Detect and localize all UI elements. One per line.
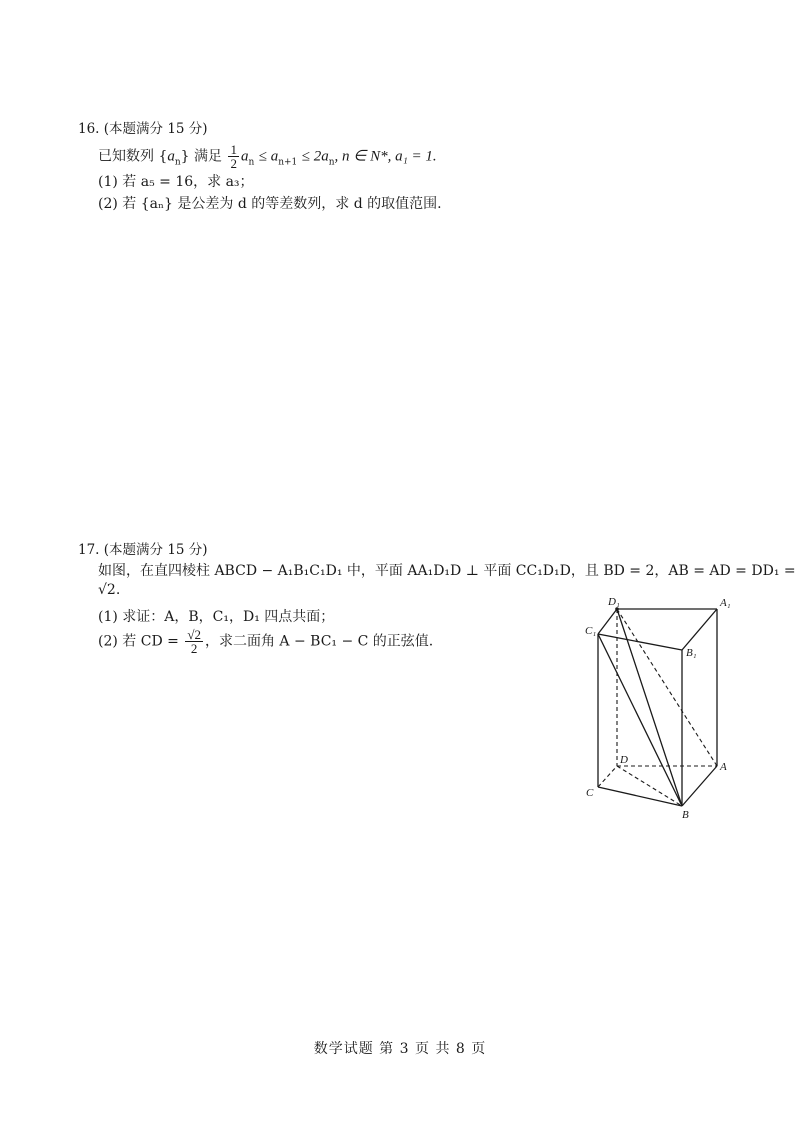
q16-stem-rest: a [240, 148, 249, 165]
q16-stem-end: , n ∈ N*, a₁ = 1. [334, 148, 437, 165]
q17-header: 17. (本题满分 15 分) [78, 542, 208, 558]
q17-stem-line1: 如图，在直四棱柱 ABCD − A₁B₁C₁D₁ 中，平面 AA₁D₁D ⊥ 平面 CC₁D₁D，且 BD = 2，AB = AD = DD₁ = [98, 563, 796, 579]
q16-stem-mid: } 满足 [180, 148, 223, 165]
label-c1: C₁ [585, 625, 597, 637]
q16-frac-den: 2 [230, 156, 237, 171]
label-c: C [586, 787, 594, 799]
q16-frac-num: 1 [230, 142, 237, 157]
edge-c1-d1 [598, 609, 617, 634]
q16-header: 16. (本题满分 15 分) [78, 121, 208, 137]
label-d: D [620, 754, 628, 766]
q16-half-fraction [228, 143, 239, 170]
q16-part1: (1) 若 a₅ = 16，求 a₃； [98, 174, 254, 190]
q17-part2-suffix: ，求二面角 A − BC₁ − C 的正弦值. [204, 633, 434, 650]
q16-stem: 已知数列 $\{a_n\}$ 满足 $\frac{1}{2}$ $a_n \le a_{n+1} \le 2a_n$, n ∈ N*, a₁ = 1. [98, 142, 437, 171]
q16-stem-tail: ≤ a [258, 148, 279, 165]
label-d1: D₁ [608, 596, 620, 608]
edge-c1-b1 [598, 634, 682, 650]
q17-frac-num: √2 [187, 627, 201, 642]
page-footer: 数学试题 第 3 页 共 8 页 [313, 1041, 487, 1057]
label-a1: A₁ [720, 597, 731, 609]
q16-part2: (2) 若 {aₙ} 是公差为 d 的等差数列，求 d 的取值范围. [98, 196, 442, 212]
q17-stem-line2: √2. [98, 582, 121, 598]
q17-cd-fraction [185, 628, 203, 655]
edge-d1-a-hidden [617, 609, 717, 766]
label-a: A [720, 761, 727, 773]
label-b: B [682, 809, 689, 821]
q17-part1: (1) 求证：A，B，C₁，D₁ 四点共面； [98, 609, 335, 625]
edge-b1-a1 [682, 609, 717, 650]
q16-stem-prefix: 已知数列 { [98, 148, 168, 165]
q16-stem-tail2: ≤ 2a [301, 148, 329, 165]
edge-c-b [598, 787, 682, 806]
q16-stem-an: a [167, 148, 175, 165]
label-b1: B₁ [686, 647, 697, 659]
edge-c-d-hidden [598, 766, 617, 787]
q17-frac-den: 2 [190, 641, 198, 656]
q17-part2 [98, 628, 433, 655]
edge-d1-b [617, 609, 682, 806]
q17-part2-prefix: (2) 若 CD = [98, 633, 179, 650]
prism-figure [580, 592, 745, 822]
edge-b-a [682, 766, 717, 806]
